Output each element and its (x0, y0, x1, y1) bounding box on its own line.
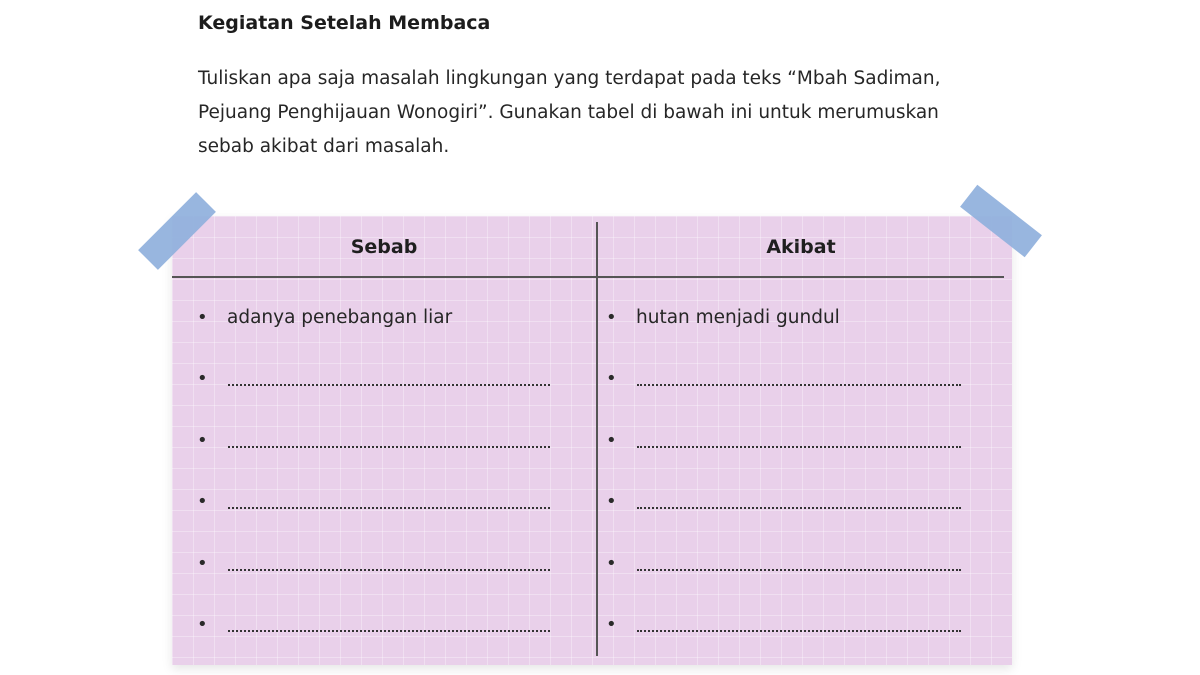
cause-answer-blank[interactable] (228, 507, 550, 509)
instruction-paragraph (198, 62, 998, 164)
cause-entry: adanya penebangan liar (227, 307, 453, 328)
instruction-line-2: Pejuang Penghijauan Wonogiri”. Gunakan tabel di bawah ini untuk merumuskan (198, 102, 939, 123)
column-header-cause: Sebab (350, 236, 418, 258)
cause-answer-blank[interactable] (228, 569, 550, 571)
instruction-line-1: Tuliskan apa saja masalah lingkungan yang terdapat pada teks “Mbah Sadiman, (198, 68, 941, 89)
effect-answer-blank[interactable] (637, 569, 961, 571)
column-header-effect: Akibat (766, 236, 836, 258)
effect-answer-blank[interactable] (637, 630, 961, 632)
section-title: Kegiatan Setelah Membaca (198, 12, 491, 34)
column-divider (596, 222, 598, 656)
effect-answer-blank[interactable] (637, 446, 961, 448)
cause-answer-blank[interactable] (228, 384, 550, 386)
bullet-marker: • (606, 553, 617, 574)
header-divider (172, 276, 1004, 278)
bullet-marker: • (606, 614, 617, 635)
bullet-marker: • (197, 307, 208, 328)
effect-answer-blank[interactable] (637, 507, 961, 509)
cause-answer-blank[interactable] (228, 446, 550, 448)
bullet-marker: • (197, 430, 208, 451)
bullet-marker: • (197, 553, 208, 574)
cause-answer-blank[interactable] (228, 630, 550, 632)
instruction-line-3: sebab akibat dari masalah. (198, 136, 450, 157)
bullet-marker: • (197, 614, 208, 635)
bullet-marker: • (606, 307, 617, 328)
bullet-marker: • (606, 368, 617, 389)
bullet-marker: • (197, 491, 208, 512)
bullet-marker: • (606, 430, 617, 451)
effect-entry: hutan menjadi gundul (636, 307, 840, 328)
bullet-marker: • (197, 368, 208, 389)
bullet-marker: • (606, 491, 617, 512)
effect-answer-blank[interactable] (637, 384, 961, 386)
worksheet-grid-paper (172, 216, 1012, 665)
